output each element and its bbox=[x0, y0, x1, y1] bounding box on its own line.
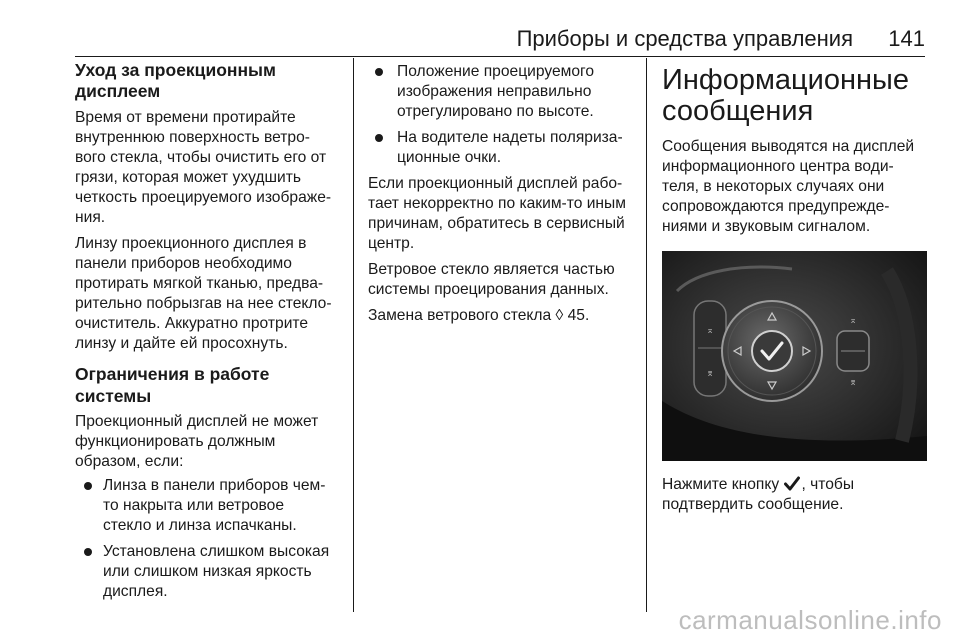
column-2 bbox=[368, 60, 634, 326]
list-item: На водителе надеты поляриза- ционные очки. bbox=[368, 128, 634, 168]
volume-up-icon: ⌅ bbox=[849, 316, 857, 326]
list-item: Линза в панели приборов чем- то накрыта или ветровое стекло и линза испачканы. bbox=[75, 476, 343, 536]
column-divider-2 bbox=[646, 58, 647, 612]
paragraph-info-messages: Сообщения выводятся на дисплей информационного центра води- теля, в некоторых случаях они сопровождаются предупрежде- ниями и звуковым сигналом. bbox=[662, 138, 915, 235]
column-1 bbox=[75, 60, 343, 608]
paragraph-windshield-wipe: Время от времени протирайте внутреннюю поверхность ветро- вого стекла, чтобы очистить его от грязи, которая может ухудшить четкость проецируемого изображе- ния. bbox=[75, 109, 332, 226]
column-divider-1 bbox=[353, 58, 354, 612]
rocker-down-icon: ⌆ bbox=[706, 369, 714, 379]
bullet-icon bbox=[84, 482, 92, 490]
list-item: Положение проецируемого изображения неправильно отрегулировано по высоте. bbox=[368, 62, 634, 122]
header-rule bbox=[75, 56, 925, 57]
paragraph-windshield-replacement: Замена ветрового стекла ◊ 45. bbox=[368, 307, 590, 324]
section-heading-hud-care: Уход за проекционным дисплеем bbox=[75, 60, 276, 101]
paragraph-limitations-intro: Проекционный дисплей не может функционировать должным образом, если: bbox=[75, 413, 319, 470]
watermark: carmanualsonline.info bbox=[678, 605, 942, 635]
list-item: Установлена слишком высокая или слишком низкая яркость дисплея. bbox=[75, 542, 343, 602]
page-reference-link[interactable]: 45. bbox=[567, 307, 590, 324]
steering-wheel-controls-illustration bbox=[662, 251, 927, 461]
paragraph-service-center: Если проекционный дисплей рабо- тает некорректно по каким-то иным причинам, обратитесь в сервисный центр. bbox=[368, 175, 626, 252]
paragraph-windshield-part: Ветровое стекло является частью системы проецирования данных. bbox=[368, 261, 615, 298]
limitations-list-continued bbox=[368, 62, 634, 168]
checkmark-icon bbox=[784, 476, 800, 491]
section-heading-limitations: Ограничения в работе системы bbox=[75, 364, 270, 406]
bullet-icon bbox=[375, 68, 383, 76]
rocker-up-icon: ⌅ bbox=[706, 326, 714, 336]
paragraph-confirm-message: Нажмите кнопку , чтобы подтвердить сообщение. bbox=[662, 476, 855, 513]
paragraph-lens-cleaning: Линзу проекционного дисплея в панели приборов необходимо протирать мягкой тканью, предва- рительно побрызгав на нее стекло- очиститель. Аккуратно протрите линзу и дайте ей просохнуть. bbox=[75, 235, 332, 352]
header-title: Приборы и средства управления bbox=[516, 26, 853, 51]
bullet-icon bbox=[375, 134, 383, 142]
volume-down-icon: ⌆ bbox=[849, 378, 857, 388]
page-number: 141 bbox=[888, 26, 925, 51]
page-header bbox=[75, 26, 925, 56]
column-3 bbox=[662, 60, 927, 515]
page-reference-icon: ◊ bbox=[555, 307, 564, 324]
limitations-list bbox=[75, 476, 343, 602]
section-heading-info-messages: Информационные сообщения bbox=[662, 64, 909, 127]
bullet-icon bbox=[84, 548, 92, 556]
confirm-button bbox=[752, 331, 792, 371]
